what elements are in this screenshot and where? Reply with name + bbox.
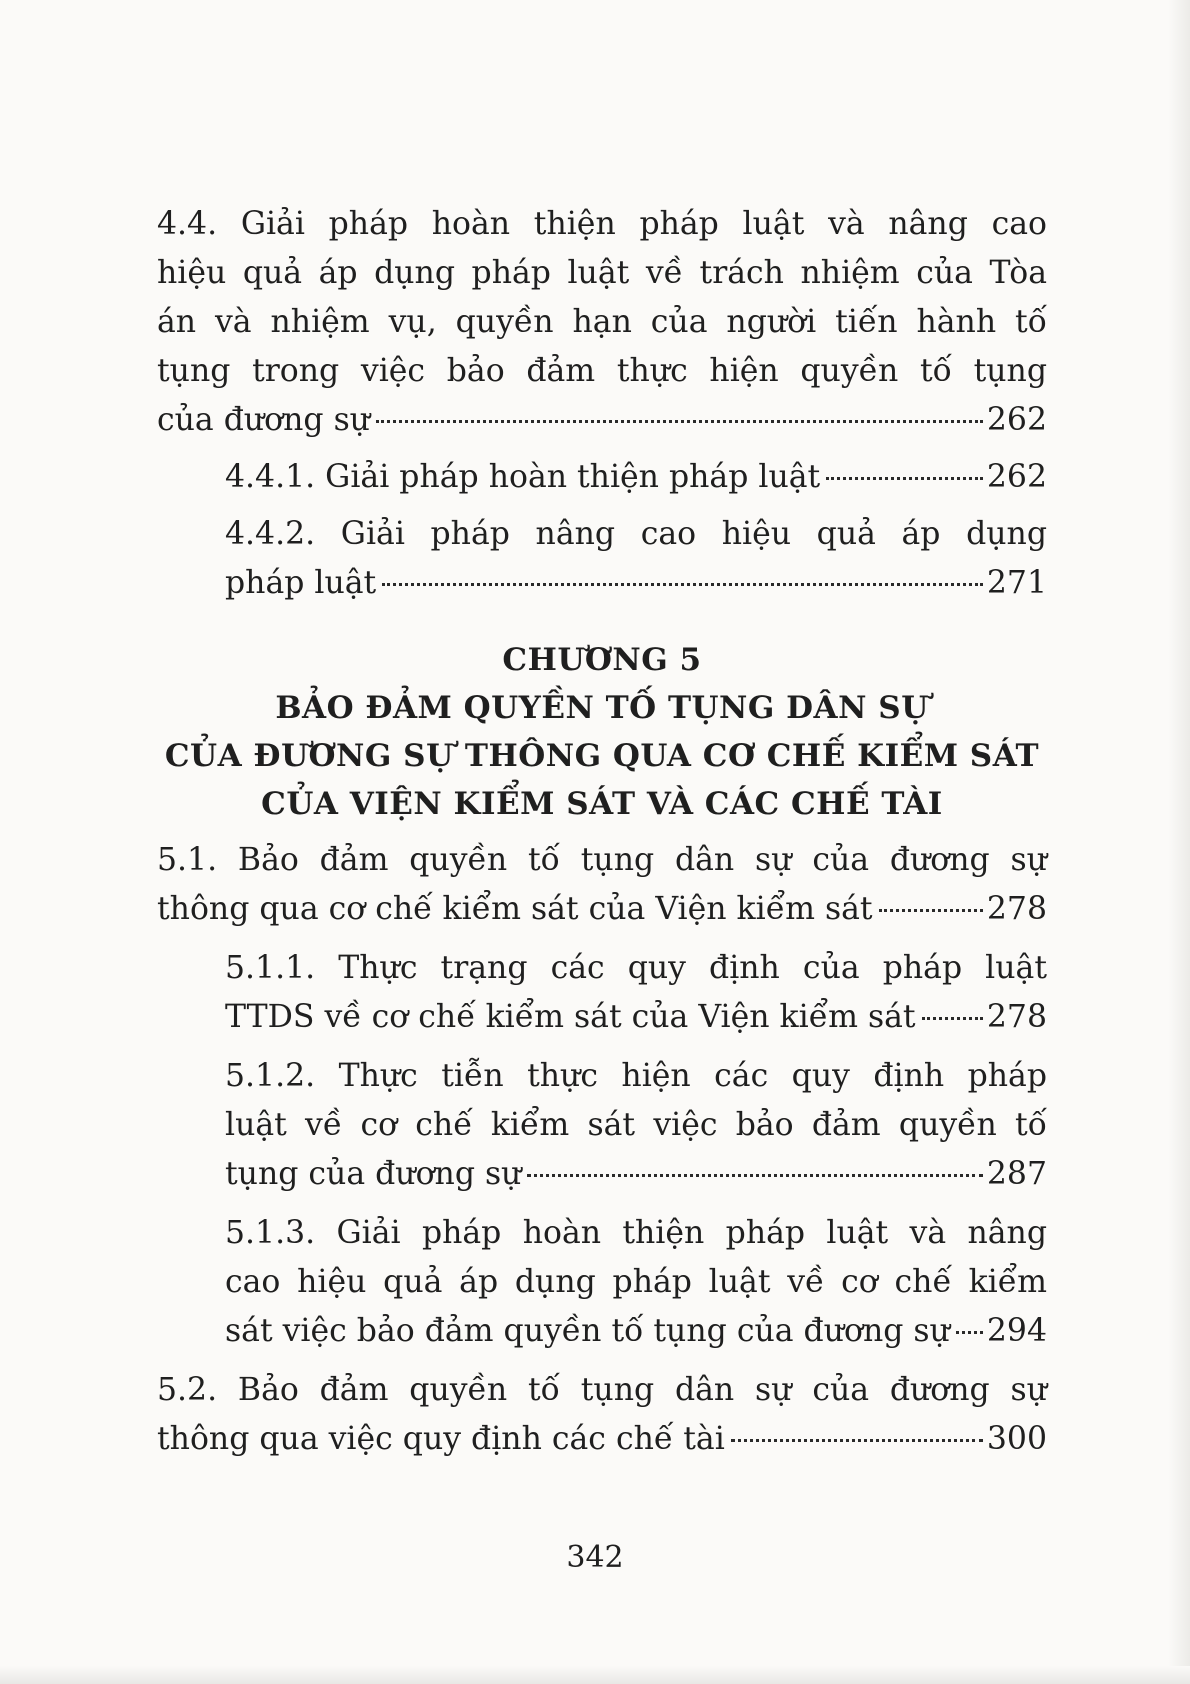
dot-leader (879, 909, 983, 912)
toc-entry-text: pháp luật (225, 565, 377, 601)
toc-entry-text: sát việc bảo đảm quyền tố tụng của đương sự (225, 1313, 950, 1349)
toc-entry-4-4-2 (225, 510, 1047, 608)
toc-page-number: 278 (986, 891, 1047, 927)
toc-entry-line: 5.1. Bảo đảm quyền tố tụng dân sự của đương sự (157, 842, 1047, 878)
toc-page-number: 278 (986, 999, 1047, 1035)
toc-entry-text: thông qua cơ chế kiểm sát của Viện kiểm sát (157, 891, 873, 927)
toc-entry-last-line (225, 453, 1047, 502)
chapter-title-line: CỦA ĐƯƠNG SỰ THÔNG QUA CƠ CHẾ KIỂM SÁT (164, 738, 1040, 774)
toc-entry-5-1-3 (225, 1209, 1047, 1356)
dot-leader (731, 1439, 983, 1442)
toc-entry-5-1-1 (225, 944, 1047, 1042)
toc-entry-text: TTDS về cơ chế kiểm sát của Viện kiểm sát (225, 999, 916, 1035)
toc-page-number: 262 (986, 402, 1047, 438)
dot-leader (956, 1331, 983, 1334)
toc-entry-line: luật về cơ chế kiểm sát việc bảo đảm quyền tố (225, 1107, 1047, 1143)
dot-leader (376, 420, 983, 423)
toc-entry-last-line (157, 396, 1047, 445)
toc-entry-4-4-1 (225, 453, 1047, 502)
toc-entry-5-1-2 (225, 1052, 1047, 1199)
toc-page-number: 287 (986, 1156, 1047, 1192)
chapter-title-line: BẢO ĐẢM QUYỀN TỐ TỤNG DÂN SỰ (275, 690, 929, 726)
chapter-title-line: CỦA VIỆN KIỂM SÁT VÀ CÁC CHẾ TÀI (261, 786, 943, 822)
toc-entry-last-line (225, 993, 1047, 1042)
toc-entry-line: 5.1.1. Thực trạng các quy định của pháp luật (225, 950, 1047, 986)
toc-entry-line: tụng trong việc bảo đảm thực hiện quyền tố tụng (157, 353, 1047, 389)
toc-entry-last-line (225, 559, 1047, 608)
toc-page-number: 271 (986, 565, 1047, 601)
toc-entry-line: 5.1.3. Giải pháp hoàn thiện pháp luật và nâng (225, 1215, 1047, 1251)
toc-entry-line: hiệu quả áp dụng pháp luật về trách nhiệm của Tòa (157, 255, 1047, 291)
toc-entry-line: 4.4. Giải pháp hoàn thiện pháp luật và nâng cao (157, 206, 1047, 242)
toc-entry-text: thông qua việc quy định các chế tài (157, 1421, 725, 1457)
chapter-number: CHƯƠNG 5 (502, 642, 702, 678)
toc-entry-line: 4.4.2. Giải pháp nâng cao hiệu quả áp dụng (225, 516, 1047, 552)
dot-leader (527, 1174, 982, 1177)
toc-entry-line: 5.2. Bảo đảm quyền tố tụng dân sự của đương sự (157, 1372, 1047, 1408)
toc-entry-line: 5.1.2. Thực tiễn thực hiện các quy định pháp (225, 1058, 1047, 1094)
toc-entry-last-line (225, 1150, 1047, 1199)
chapter-heading (157, 636, 1047, 828)
toc-entry-text: của đương sự (157, 402, 371, 438)
toc-entry-text: 4.4.1. Giải pháp hoàn thiện pháp luật (225, 459, 821, 495)
toc-entry-line: cao hiệu quả áp dụng pháp luật về cơ chế kiểm (225, 1264, 1047, 1300)
toc-entry-5-1 (157, 836, 1047, 934)
toc-entry-last-line (157, 885, 1047, 934)
dot-leader (826, 477, 983, 480)
table-of-contents (157, 200, 1047, 1464)
scan-edge-shadow-bottom (0, 1666, 1190, 1684)
dot-leader (922, 1017, 983, 1020)
toc-page-number: 300 (986, 1421, 1047, 1457)
scan-edge-shadow (1168, 0, 1190, 1684)
toc-entry-4-4 (157, 200, 1047, 445)
toc-page-number: 262 (986, 459, 1047, 495)
page-footer-number: 342 (566, 1540, 624, 1575)
dot-leader (382, 583, 983, 586)
toc-entry-last-line (157, 1415, 1047, 1464)
toc-entry-5-2 (157, 1366, 1047, 1464)
toc-entry-line: án và nhiệm vụ, quyền hạn của người tiến hành tố (157, 304, 1047, 340)
toc-entry-text: tụng của đương sự (225, 1156, 522, 1192)
toc-entry-last-line (225, 1307, 1047, 1356)
toc-page-number: 294 (986, 1313, 1047, 1349)
